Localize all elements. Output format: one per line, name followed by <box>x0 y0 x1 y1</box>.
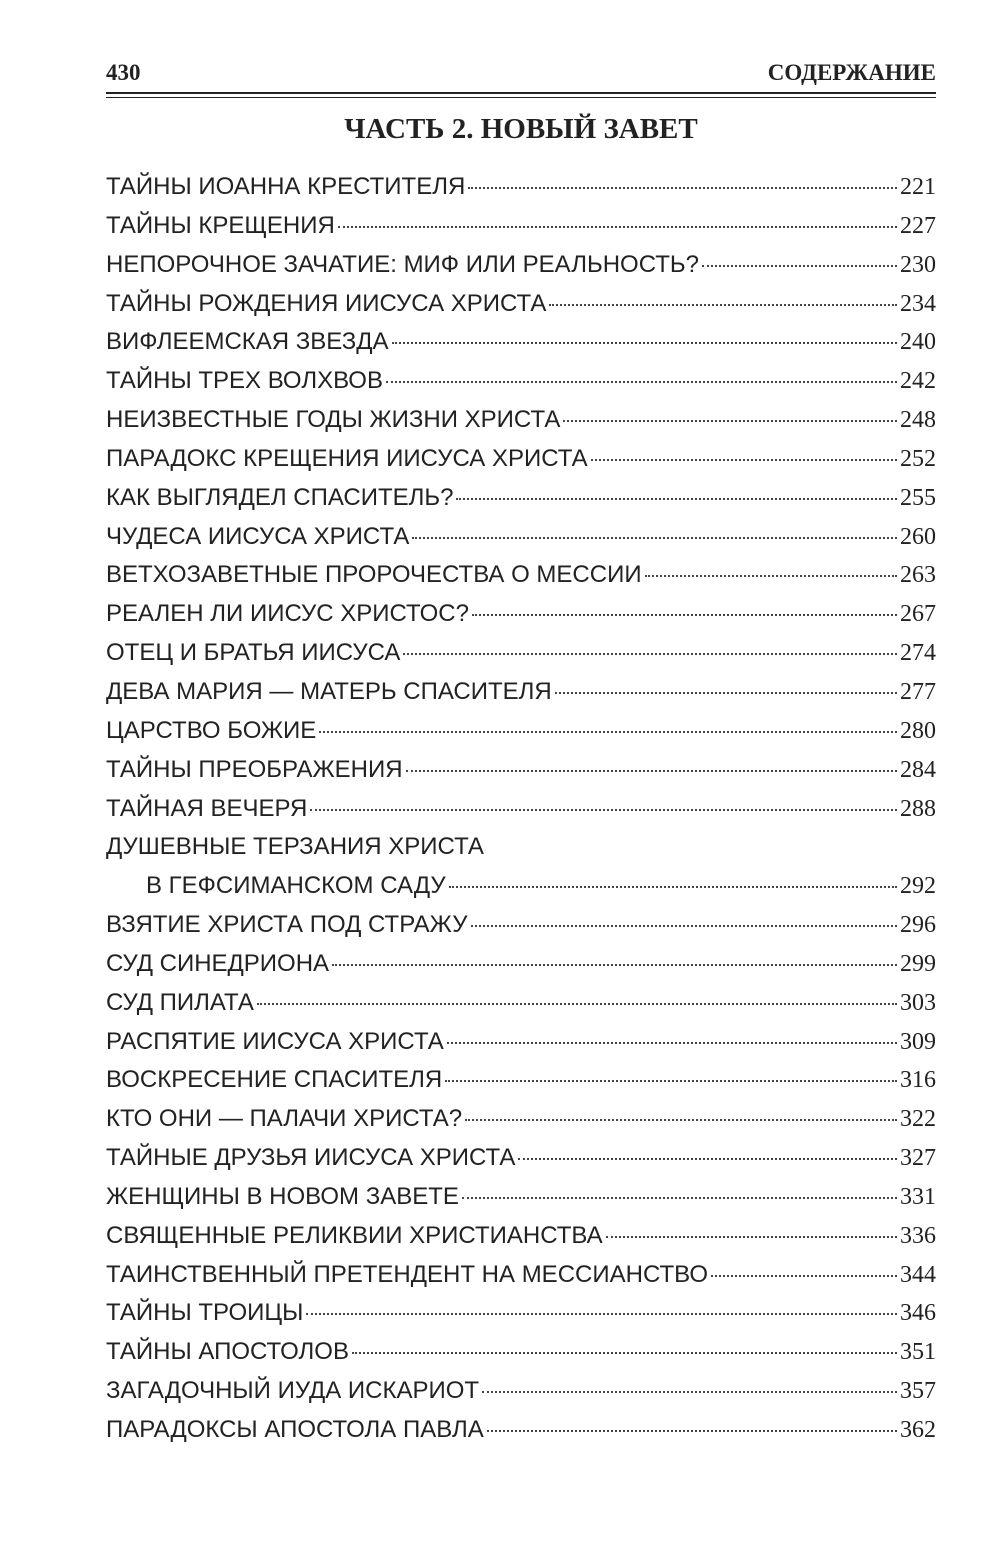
toc-entry-page: 234 <box>900 290 936 317</box>
toc-entry-title: ТАЙНЫ АПОСТОЛОВ <box>106 1338 349 1366</box>
toc-entry-page: 221 <box>900 174 936 200</box>
toc-entry-page: 260 <box>900 523 936 550</box>
toc-entry-page: 309 <box>900 1028 936 1055</box>
dot-leader <box>482 1391 897 1393</box>
toc-entry-title: СВЯЩЕННЫЕ РЕЛИКВИИ ХРИСТИАНСТВА <box>106 1221 603 1249</box>
toc-entry-title: ВЗЯТИЕ ХРИСТА ПОД СТРАЖУ <box>106 911 468 939</box>
toc-entry <box>106 362 936 401</box>
toc-entry <box>106 285 936 324</box>
toc-entry-title: ЗАГАДОЧНЫЙ ИУДА ИСКАРИОТ <box>106 1377 480 1405</box>
dot-leader <box>392 342 897 344</box>
toc-entry <box>106 1333 936 1372</box>
dot-leader <box>606 1236 897 1238</box>
toc-entry-page: 288 <box>900 795 936 822</box>
dot-leader <box>412 537 897 539</box>
dot-leader <box>403 653 897 655</box>
toc-entry <box>106 945 936 984</box>
toc-entry-title: КАК ВЫГЛЯДЕЛ СПАСИТЕЛЬ? <box>106 483 454 511</box>
page-header <box>106 60 936 96</box>
dot-leader <box>591 459 897 461</box>
toc-entry-page: 346 <box>900 1300 936 1327</box>
toc-entry-page: 322 <box>900 1106 936 1133</box>
toc-entry-title-cont: В ГЕФСИМАНСКОМ САДУ <box>146 872 446 900</box>
toc-entry-page: 303 <box>900 989 936 1016</box>
dot-leader <box>445 1080 897 1082</box>
toc-entry-page: 299 <box>900 950 936 977</box>
header-rule-thin <box>106 97 936 98</box>
toc-entry <box>106 634 936 673</box>
toc-entry-page: 248 <box>900 407 936 434</box>
toc-entry-title: РАСПЯТИЕ ИИСУСА ХРИСТА <box>106 1027 444 1055</box>
toc-entry-title: ВОСКРЕСЕНИЕ СПАСИТЕЛЯ <box>106 1066 443 1094</box>
toc-entry <box>106 751 936 790</box>
toc-entry <box>106 1023 936 1062</box>
toc-entry <box>106 712 936 751</box>
toc-entry-title: НЕИЗВЕСТНЫЕ ГОДЫ ЖИЗНИ ХРИСТА <box>106 406 561 434</box>
toc-entry-title: ЧУДЕСА ИИСУСА ХРИСТА <box>106 522 410 550</box>
dot-leader <box>487 1430 897 1432</box>
toc-entry-page: 336 <box>900 1222 936 1249</box>
dot-leader <box>257 1003 897 1005</box>
toc-entry <box>106 1294 936 1333</box>
toc-entry-title: ТАЙНЫ ТРЕХ ВОЛХВОВ <box>106 367 383 395</box>
toc-entry-page: 316 <box>900 1067 936 1094</box>
toc-entry-page: 255 <box>900 484 936 511</box>
toc-entry <box>106 1178 936 1217</box>
toc-entry-page: 267 <box>900 601 936 628</box>
dot-leader <box>645 575 897 577</box>
dot-leader <box>306 1313 897 1315</box>
toc-entry-page: 263 <box>900 562 936 589</box>
toc-entry <box>106 246 936 285</box>
toc-entry <box>106 1411 936 1450</box>
dot-leader <box>462 1197 897 1199</box>
dot-leader <box>319 731 897 733</box>
dot-leader <box>563 420 897 422</box>
dot-leader <box>471 925 897 927</box>
dot-leader <box>332 964 897 966</box>
toc-entry <box>106 673 936 712</box>
toc-entry-page: 240 <box>900 329 936 356</box>
toc-entry-title: КТО ОНИ — ПАЛАЧИ ХРИСТА? <box>106 1105 463 1133</box>
toc-entry-page: 362 <box>900 1417 936 1443</box>
dot-leader <box>555 692 897 694</box>
dot-leader <box>386 381 897 383</box>
toc-entry-title: ТАЙНАЯ ВЕЧЕРЯ <box>106 794 308 822</box>
toc-entry <box>106 1372 936 1411</box>
toc-entry <box>106 440 936 479</box>
dot-leader <box>449 886 897 888</box>
toc-entry-title: ВИФЛЕЕМСКАЯ ЗВЕЗДА <box>106 328 389 356</box>
toc-entry-page: 292 <box>900 873 936 900</box>
toc-entry-page: 344 <box>900 1261 936 1288</box>
dot-leader <box>310 809 897 811</box>
header-rule-thick <box>106 92 936 94</box>
dot-leader <box>338 226 897 228</box>
toc-entry-page: 280 <box>900 717 936 744</box>
dot-leader <box>711 1275 897 1277</box>
toc-entry-page: 351 <box>900 1339 936 1366</box>
toc-entry-page: 274 <box>900 640 936 667</box>
dot-leader <box>456 498 897 500</box>
toc-entry-page: 284 <box>900 756 936 783</box>
toc-entry <box>106 1100 936 1139</box>
toc-entry <box>106 518 936 557</box>
toc-entry-title: ТАЙНЫ ИОАННА КРЕСТИТЕЛЯ <box>106 173 466 200</box>
dot-leader <box>702 265 897 267</box>
toc-entry-title: ТАЙНЫ КРЕЩЕНИЯ <box>106 211 335 239</box>
toc-entry <box>106 556 936 595</box>
toc-entry-page: 357 <box>900 1378 936 1405</box>
toc-entry-title: НЕПОРОЧНОЕ ЗАЧАТИЕ: МИФ ИЛИ РЕАЛЬНОСТЬ? <box>106 250 699 278</box>
dot-leader <box>549 304 897 306</box>
toc-entry-title: СУД ПИЛАТА <box>106 988 254 1016</box>
toc-entry <box>106 1256 936 1295</box>
dot-leader <box>468 187 897 189</box>
toc-entry-page: 331 <box>900 1183 936 1210</box>
toc-entry <box>106 1217 936 1256</box>
part-title: ЧАСТЬ 2. НОВЫЙ ЗАВЕТ <box>344 113 698 145</box>
toc-entry-title: ЦАРСТВО БОЖИЕ <box>106 716 317 744</box>
toc-entry-title: СУД СИНЕДРИОНА <box>106 949 330 977</box>
toc-entry-page: 252 <box>900 445 936 472</box>
toc-entry-title: ОТЕЦ И БРАТЬЯ ИИСУСА <box>106 639 401 667</box>
dot-leader <box>472 614 897 616</box>
toc-entry-title: ВЕТХОЗАВЕТНЫЕ ПРОРОЧЕСТВА О МЕССИИ <box>106 561 642 589</box>
toc-entry-title: ТАЙНЫ ПРЕОБРАЖЕНИЯ <box>106 755 403 783</box>
toc-entry <box>106 401 936 440</box>
toc-entry-title: ТАЙНЫ РОЖДЕНИЯ ИИСУСА ХРИСТА <box>106 289 547 317</box>
page-number: 430 <box>106 60 141 85</box>
toc-entry <box>106 790 936 829</box>
toc-entry-title-line: ДУШЕВНЫЕ ТЕРЗАНИЯ ХРИСТА <box>106 833 484 861</box>
toc-entry <box>106 595 936 634</box>
toc-entry-page: 230 <box>900 251 936 278</box>
toc-entry-title: ТАЙНЫЕ ДРУЗЬЯ ИИСУСА ХРИСТА <box>106 1144 516 1172</box>
toc-entry <box>106 867 936 906</box>
running-title: СОДЕРЖАНИЕ <box>767 60 936 85</box>
toc-entry <box>106 479 936 518</box>
toc-entry-page: 227 <box>900 212 936 239</box>
dot-leader <box>518 1158 897 1160</box>
toc-entry <box>106 1061 936 1100</box>
toc-entry-page: 242 <box>900 368 936 395</box>
toc-entry-page: 277 <box>900 678 936 705</box>
toc-entry <box>106 984 936 1023</box>
dot-leader <box>352 1352 897 1354</box>
table-of-contents <box>106 168 936 1450</box>
toc-entry-page: 327 <box>900 1145 936 1172</box>
toc-entry-title: РЕАЛЕН ЛИ ИИСУС ХРИСТОС? <box>106 600 469 628</box>
toc-entry-title: ПАРАДОКС КРЕЩЕНИЯ ИИСУСА ХРИСТА <box>106 444 588 472</box>
toc-entry-title: ТАЙНЫ ТРОИЦЫ <box>106 1299 304 1327</box>
toc-entry <box>106 906 936 945</box>
toc-entry <box>106 207 936 246</box>
toc-entry-title: ДЕВА МАРИЯ — МАТЕРЬ СПАСИТЕЛЯ <box>106 677 552 705</box>
toc-entry-title: ТАИНСТВЕННЫЙ ПРЕТЕНДЕНТ НА МЕССИАНСТВО <box>106 1260 709 1288</box>
dot-leader <box>465 1119 897 1121</box>
toc-entry <box>106 1139 936 1178</box>
toc-entry-page: 296 <box>900 912 936 939</box>
toc-entry <box>106 168 936 207</box>
toc-entry-title: ЖЕНЩИНЫ В НОВОМ ЗАВЕТЕ <box>106 1182 459 1210</box>
dot-leader <box>447 1042 897 1044</box>
dot-leader <box>406 770 897 772</box>
toc-entry <box>106 323 936 362</box>
toc-entry-title: ПАРАДОКСЫ АПОСТОЛА ПАВЛА <box>106 1416 484 1443</box>
